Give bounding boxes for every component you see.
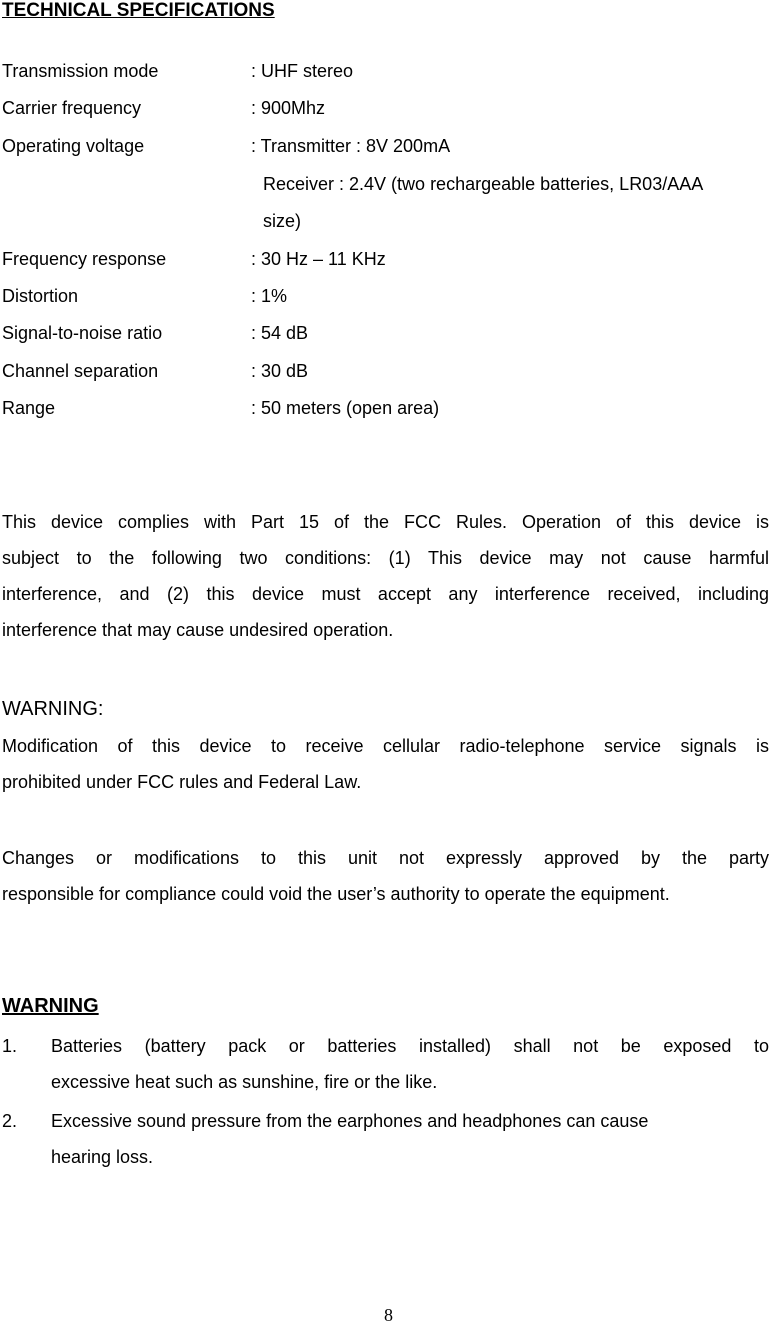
spec-label: Frequency response: [2, 249, 167, 269]
paragraph-line: subject to the following two conditions: (1) This device may not cause harmful: [2, 548, 769, 568]
spec-label: Channel separation: [2, 361, 159, 381]
changes-paragraph: [2, 840, 769, 912]
spec-value: : 54 dB: [251, 323, 309, 343]
list-item: [2, 1103, 769, 1175]
list-line: hearing loss.: [51, 1147, 154, 1167]
spec-row-carrier-frequency: [2, 98, 772, 136]
voltage-receiver-line-2: size): [263, 211, 302, 231]
spec-row-signal-to-noise: [2, 323, 772, 361]
spec-row-operating-voltage: [2, 136, 772, 174]
spec-value: : Transmitter : 8V 200mA: [251, 136, 451, 156]
spec-value: : 1%: [251, 286, 288, 306]
voltage-receiver-line: Receiver : 2.4V (two rechargeable batteries, LR03/AAA: [263, 174, 704, 194]
spec-row-range: [2, 398, 772, 436]
list-line: Batteries (battery pack or batteries installed) shall not be exposed to: [51, 1036, 769, 1056]
spec-label: Range: [2, 398, 56, 418]
list-text: [51, 1103, 769, 1175]
list-item: [2, 1028, 769, 1100]
list-line: excessive heat such as sunshine, fire or the like.: [51, 1072, 438, 1092]
spec-label: Signal-to-noise ratio: [2, 323, 163, 343]
warning-heading: WARNING:: [2, 698, 104, 720]
page-number: 8: [384, 1305, 393, 1325]
spec-value: : 50 meters (open area): [251, 398, 440, 418]
spec-value: : UHF stereo: [251, 61, 354, 81]
spec-value: : 900Mhz: [251, 98, 326, 118]
spec-row-distortion: [2, 286, 772, 324]
battery-warning-heading: WARNING: [2, 995, 99, 1017]
spec-label: Distortion: [2, 286, 79, 306]
paragraph-line: interference, and (2) this device must accept any interference received, including: [2, 584, 769, 604]
spec-label: Operating voltage: [2, 136, 145, 156]
paragraph-line: Changes or modifications to this unit not expressly approved by the party: [2, 848, 769, 868]
spec-row-transmission-mode: [2, 61, 772, 99]
list-number: 1.: [2, 1036, 18, 1056]
paragraph-line: responsible for compliance could void the user’s authority to operate the equipment.: [2, 884, 670, 904]
spec-row-channel-separation: [2, 361, 772, 399]
spec-value: : 30 dB: [251, 361, 309, 381]
list-number: 2.: [2, 1111, 18, 1131]
paragraph-line: prohibited under FCC rules and Federal Law.: [2, 772, 362, 792]
paragraph-line: Modification of this device to receive cellular radio-telephone service signals is: [2, 736, 769, 756]
list-text: [51, 1028, 769, 1100]
spec-label: Transmission mode: [2, 61, 159, 81]
fcc-compliance-paragraph: [2, 504, 769, 648]
page-title: TECHNICAL SPECIFICATIONS: [2, 0, 275, 21]
paragraph-line: interference that may cause undesired operation.: [2, 620, 394, 640]
list-line: Excessive sound pressure from the earphones and headphones can cause: [51, 1111, 649, 1131]
paragraph-line: This device complies with Part 15 of the FCC Rules. Operation of this device is: [2, 512, 769, 532]
spec-label: Carrier frequency: [2, 98, 142, 118]
spec-value: : 30 Hz – 11 KHz: [251, 249, 386, 269]
warning-modification-paragraph: [2, 728, 769, 800]
spec-row-frequency-response: [2, 249, 772, 287]
